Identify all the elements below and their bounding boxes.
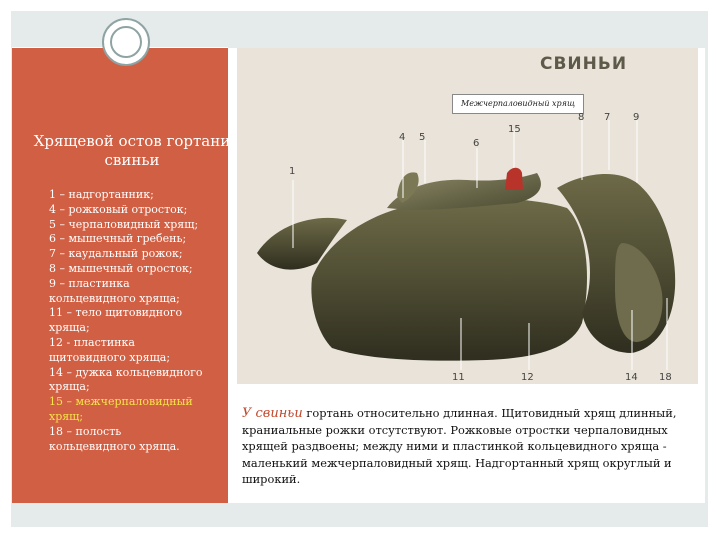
figure-number-label: 6 [473,138,480,149]
figure-number-label: 15 [508,124,521,135]
legend-item: 15 – межчерпаловидный хрящ; [49,395,193,423]
figure-number-label: 5 [419,132,426,143]
figure-number-label: 18 [659,372,672,383]
sidebar-panel [12,48,231,503]
legend-item: 12 - пластинка щитовидного хряща; [49,335,171,364]
legend-item: 14 – дужка кольцевидного хряща; [49,365,203,394]
legend-list [49,188,239,454]
slide-title: Хрящевой остов гортани свиньи [33,132,231,169]
right-frame-strip [705,48,708,503]
circle-logo-icon [102,18,150,66]
figure-number-label: 7 [604,112,611,123]
figure-number-label: 9 [633,112,640,123]
legend-item: 1 – надгортанник; [49,188,154,201]
legend-item: 5 – черпаловидный хрящ; [49,217,199,231]
legend-item: 7 – каудальный рожок; [49,247,183,261]
line-label-1: 1 [289,166,296,177]
figure-number-label: 14 [625,372,638,383]
bottom-frame-bar [11,503,708,527]
description-paragraph [242,405,704,487]
legend-item: 11 – тело щитовидного хряща; [49,306,183,335]
legend-item: 8 – мышечный отросток; [49,261,193,275]
inset-label: Межчерпаловидный хрящ [452,94,584,114]
figure-number-label: 11 [452,372,465,383]
caption-text: гортань относительно длинная. Щитовидный хрящ длинный, краниальные рожки отсутствуют. Рожковые отростки черпаловидных хрящей раздвоены; между ними и пластинкой кольцевидного хряща - маленький межчерпаловидный хрящ. Надгортанный хрящ округлый и широкий. [242,406,677,486]
figure-number-label: 12 [521,372,534,383]
legend-item: 18 – полость кольцевидного хряща. [49,424,180,453]
legend-item: 6 – мышечный гребень; [49,232,187,246]
legend-item: 9 – пластинка кольцевидного хряща; [49,276,180,305]
figure-heading: СВИНЬИ [540,54,628,74]
caption-lead: У свиньи [242,406,303,421]
figure-number-label: 8 [578,112,585,123]
legend-item: 4 – рожковый отросток; [49,202,188,216]
figure-number-label: 4 [399,132,406,143]
